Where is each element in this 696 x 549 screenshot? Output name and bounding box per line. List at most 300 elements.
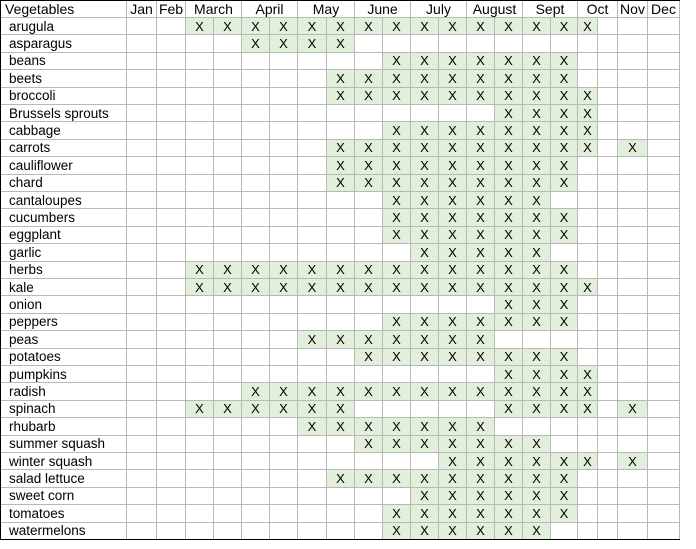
empty-cell bbox=[186, 436, 214, 453]
harvest-mark: X bbox=[383, 262, 411, 279]
harvest-mark: X bbox=[551, 175, 578, 192]
empty-cell bbox=[270, 349, 298, 366]
empty-cell bbox=[327, 53, 355, 70]
empty-cell bbox=[439, 105, 467, 122]
harvest-mark: X bbox=[495, 296, 523, 313]
empty-cell bbox=[327, 105, 355, 122]
empty-cell bbox=[298, 175, 327, 192]
vegetable-name: onion bbox=[0, 296, 127, 313]
empty-cell bbox=[186, 349, 214, 366]
empty-cell bbox=[186, 418, 214, 435]
empty-cell bbox=[578, 418, 598, 435]
empty-cell bbox=[578, 244, 598, 261]
empty-cell bbox=[270, 436, 298, 453]
harvest-mark: X bbox=[495, 88, 523, 105]
harvest-mark: X bbox=[411, 192, 439, 209]
empty-cell bbox=[383, 35, 411, 52]
harvest-mark: X bbox=[495, 470, 523, 487]
vegetable-name: rhubarb bbox=[0, 418, 127, 435]
empty-cell bbox=[242, 192, 270, 209]
harvest-mark: X bbox=[214, 262, 242, 279]
harvest-mark: X bbox=[439, 436, 467, 453]
empty-cell bbox=[127, 192, 157, 209]
empty-cell bbox=[411, 35, 439, 52]
empty-cell bbox=[214, 470, 242, 487]
empty-cell bbox=[598, 175, 618, 192]
vegetable-name: summer squash bbox=[0, 436, 127, 453]
harvest-mark: X bbox=[270, 35, 298, 52]
empty-cell bbox=[598, 418, 618, 435]
empty-cell bbox=[383, 296, 411, 313]
harvest-mark: X bbox=[411, 88, 439, 105]
harvest-mark: X bbox=[439, 505, 467, 522]
harvest-mark: X bbox=[523, 88, 551, 105]
empty-cell bbox=[270, 244, 298, 261]
harvest-mark: X bbox=[411, 383, 439, 400]
empty-cell bbox=[270, 523, 298, 540]
empty-cell bbox=[127, 35, 157, 52]
harvest-mark: X bbox=[495, 262, 523, 279]
empty-cell bbox=[327, 366, 355, 383]
harvest-mark: X bbox=[523, 53, 551, 70]
harvest-mark: X bbox=[383, 18, 411, 35]
harvest-mark: X bbox=[186, 401, 214, 418]
empty-cell bbox=[186, 383, 214, 400]
harvest-mark: X bbox=[383, 192, 411, 209]
empty-cell bbox=[598, 88, 618, 105]
empty-cell bbox=[270, 453, 298, 470]
harvest-mark: X bbox=[523, 192, 551, 209]
harvest-mark: X bbox=[383, 349, 411, 366]
harvest-mark: X bbox=[495, 279, 523, 296]
empty-cell bbox=[214, 488, 242, 505]
header-month-oct: Oct bbox=[578, 0, 618, 18]
harvest-mark: X bbox=[383, 436, 411, 453]
empty-cell bbox=[214, 296, 242, 313]
empty-cell bbox=[618, 53, 648, 70]
empty-cell bbox=[327, 436, 355, 453]
vegetable-name: chard bbox=[0, 175, 127, 192]
harvest-mark: X bbox=[214, 18, 242, 35]
empty-cell bbox=[495, 35, 523, 52]
empty-cell bbox=[355, 244, 383, 261]
empty-cell bbox=[214, 366, 242, 383]
empty-cell bbox=[214, 314, 242, 331]
empty-cell bbox=[186, 470, 214, 487]
empty-cell bbox=[127, 53, 157, 70]
vegetable-name: beans bbox=[0, 53, 127, 70]
vegetable-name: salad lettuce bbox=[0, 470, 127, 487]
empty-cell bbox=[648, 53, 680, 70]
empty-cell bbox=[214, 244, 242, 261]
empty-cell bbox=[618, 192, 648, 209]
harvest-mark: X bbox=[411, 18, 439, 35]
header-month-jan: Jan bbox=[127, 0, 157, 18]
vegetable-name: Brussels sprouts bbox=[0, 105, 127, 122]
harvest-mark: X bbox=[355, 383, 383, 400]
empty-cell bbox=[298, 122, 327, 139]
empty-cell bbox=[186, 366, 214, 383]
empty-cell bbox=[242, 122, 270, 139]
harvest-mark: X bbox=[327, 401, 355, 418]
harvest-mark: X bbox=[551, 70, 578, 87]
empty-cell bbox=[355, 192, 383, 209]
empty-cell bbox=[186, 53, 214, 70]
empty-cell bbox=[214, 418, 242, 435]
harvest-mark: X bbox=[467, 192, 495, 209]
empty-cell bbox=[157, 296, 186, 313]
harvest-mark: X bbox=[618, 453, 648, 470]
header-month-july: July bbox=[411, 0, 467, 18]
harvest-mark: X bbox=[495, 505, 523, 522]
harvest-mark: X bbox=[242, 262, 270, 279]
empty-cell bbox=[467, 366, 495, 383]
empty-cell bbox=[598, 331, 618, 348]
empty-cell bbox=[298, 157, 327, 174]
empty-cell bbox=[127, 227, 157, 244]
empty-cell bbox=[578, 175, 598, 192]
empty-cell bbox=[355, 453, 383, 470]
empty-cell bbox=[467, 296, 495, 313]
harvest-mark: X bbox=[411, 349, 439, 366]
empty-cell bbox=[648, 453, 680, 470]
harvest-mark: X bbox=[298, 18, 327, 35]
empty-cell bbox=[298, 488, 327, 505]
harvest-mark: X bbox=[411, 122, 439, 139]
empty-cell bbox=[648, 262, 680, 279]
empty-cell bbox=[355, 488, 383, 505]
empty-cell bbox=[270, 209, 298, 226]
harvest-mark: X bbox=[523, 175, 551, 192]
empty-cell bbox=[648, 244, 680, 261]
empty-cell bbox=[648, 470, 680, 487]
empty-cell bbox=[298, 140, 327, 157]
vegetable-name: cucumbers bbox=[0, 209, 127, 226]
empty-cell bbox=[578, 209, 598, 226]
empty-cell bbox=[270, 192, 298, 209]
harvest-mark: X bbox=[439, 349, 467, 366]
harvest-mark: X bbox=[383, 88, 411, 105]
empty-cell bbox=[157, 53, 186, 70]
empty-cell bbox=[551, 523, 578, 540]
harvest-mark: X bbox=[439, 227, 467, 244]
empty-cell bbox=[127, 88, 157, 105]
harvest-mark: X bbox=[467, 349, 495, 366]
harvest-mark: X bbox=[523, 488, 551, 505]
harvest-mark: X bbox=[298, 383, 327, 400]
harvest-mark: X bbox=[467, 418, 495, 435]
empty-cell bbox=[270, 122, 298, 139]
harvest-mark: X bbox=[270, 401, 298, 418]
harvest-mark: X bbox=[327, 331, 355, 348]
harvest-mark: X bbox=[383, 470, 411, 487]
empty-cell bbox=[598, 35, 618, 52]
empty-cell bbox=[648, 227, 680, 244]
harvest-mark: X bbox=[523, 453, 551, 470]
harvest-mark: X bbox=[495, 366, 523, 383]
empty-cell bbox=[298, 88, 327, 105]
empty-cell bbox=[618, 523, 648, 540]
empty-cell bbox=[214, 453, 242, 470]
harvest-mark: X bbox=[383, 227, 411, 244]
empty-cell bbox=[598, 349, 618, 366]
harvest-mark: X bbox=[467, 209, 495, 226]
empty-cell bbox=[214, 157, 242, 174]
empty-cell bbox=[327, 453, 355, 470]
empty-cell bbox=[598, 227, 618, 244]
empty-cell bbox=[242, 418, 270, 435]
harvest-mark: X bbox=[578, 88, 598, 105]
harvest-mark: X bbox=[523, 349, 551, 366]
empty-cell bbox=[157, 331, 186, 348]
empty-cell bbox=[298, 192, 327, 209]
harvest-mark: X bbox=[298, 331, 327, 348]
empty-cell bbox=[439, 296, 467, 313]
harvest-mark: X bbox=[523, 436, 551, 453]
harvest-mark: X bbox=[495, 209, 523, 226]
empty-cell bbox=[186, 453, 214, 470]
empty-cell bbox=[186, 35, 214, 52]
empty-cell bbox=[578, 296, 598, 313]
harvest-mark: X bbox=[411, 505, 439, 522]
empty-cell bbox=[127, 401, 157, 418]
vegetable-name: herbs bbox=[0, 262, 127, 279]
empty-cell bbox=[242, 105, 270, 122]
harvest-mark: X bbox=[467, 470, 495, 487]
empty-cell bbox=[523, 418, 551, 435]
empty-cell bbox=[214, 331, 242, 348]
empty-cell bbox=[618, 175, 648, 192]
empty-cell bbox=[298, 453, 327, 470]
empty-cell bbox=[270, 331, 298, 348]
empty-cell bbox=[186, 314, 214, 331]
empty-cell bbox=[214, 523, 242, 540]
empty-cell bbox=[186, 175, 214, 192]
harvest-mark: X bbox=[383, 122, 411, 139]
harvest-mark: X bbox=[551, 383, 578, 400]
harvest-mark: X bbox=[383, 209, 411, 226]
empty-cell bbox=[298, 53, 327, 70]
empty-cell bbox=[127, 279, 157, 296]
empty-cell bbox=[648, 88, 680, 105]
empty-cell bbox=[648, 175, 680, 192]
harvest-mark: X bbox=[411, 175, 439, 192]
empty-cell bbox=[186, 70, 214, 87]
empty-cell bbox=[355, 296, 383, 313]
empty-cell bbox=[578, 70, 598, 87]
empty-cell bbox=[127, 314, 157, 331]
empty-cell bbox=[157, 314, 186, 331]
empty-cell bbox=[618, 418, 648, 435]
harvest-mark: X bbox=[439, 279, 467, 296]
harvest-mark: X bbox=[495, 140, 523, 157]
empty-cell bbox=[242, 505, 270, 522]
empty-cell bbox=[157, 436, 186, 453]
empty-cell bbox=[270, 488, 298, 505]
empty-cell bbox=[495, 331, 523, 348]
empty-cell bbox=[127, 505, 157, 522]
empty-cell bbox=[355, 105, 383, 122]
empty-cell bbox=[355, 366, 383, 383]
empty-cell bbox=[157, 470, 186, 487]
empty-cell bbox=[327, 192, 355, 209]
vegetable-name: peas bbox=[0, 331, 127, 348]
empty-cell bbox=[648, 140, 680, 157]
vegetable-name: watermelons bbox=[0, 523, 127, 540]
empty-cell bbox=[411, 105, 439, 122]
harvest-mark: X bbox=[439, 383, 467, 400]
harvest-mark: X bbox=[578, 122, 598, 139]
harvest-mark: X bbox=[467, 279, 495, 296]
empty-cell bbox=[298, 523, 327, 540]
harvest-mark: X bbox=[578, 453, 598, 470]
empty-cell bbox=[186, 227, 214, 244]
empty-cell bbox=[270, 470, 298, 487]
empty-cell bbox=[355, 401, 383, 418]
harvest-mark: X bbox=[327, 140, 355, 157]
empty-cell bbox=[598, 279, 618, 296]
empty-cell bbox=[242, 470, 270, 487]
empty-cell bbox=[242, 227, 270, 244]
vegetable-name: beets bbox=[0, 70, 127, 87]
empty-cell bbox=[214, 175, 242, 192]
harvest-mark: X bbox=[551, 140, 578, 157]
vegetable-name: arugula bbox=[0, 18, 127, 35]
empty-cell bbox=[186, 209, 214, 226]
empty-cell bbox=[127, 175, 157, 192]
header-month-dec: Dec bbox=[648, 0, 680, 18]
empty-cell bbox=[327, 122, 355, 139]
harvest-mark: X bbox=[551, 18, 578, 35]
harvest-mark: X bbox=[467, 140, 495, 157]
harvest-mark: X bbox=[618, 140, 648, 157]
empty-cell bbox=[439, 366, 467, 383]
vegetable-name: spinach bbox=[0, 401, 127, 418]
harvest-mark: X bbox=[327, 175, 355, 192]
empty-cell bbox=[270, 70, 298, 87]
harvest-mark: X bbox=[551, 314, 578, 331]
empty-cell bbox=[298, 70, 327, 87]
empty-cell bbox=[157, 35, 186, 52]
empty-cell bbox=[157, 262, 186, 279]
empty-cell bbox=[355, 35, 383, 52]
harvest-mark: X bbox=[411, 140, 439, 157]
harvest-mark: X bbox=[298, 262, 327, 279]
empty-cell bbox=[648, 209, 680, 226]
empty-cell bbox=[551, 436, 578, 453]
empty-cell bbox=[327, 296, 355, 313]
empty-cell bbox=[383, 244, 411, 261]
harvest-mark: X bbox=[411, 244, 439, 261]
header-month-feb: Feb bbox=[157, 0, 186, 18]
empty-cell bbox=[355, 209, 383, 226]
empty-cell bbox=[618, 35, 648, 52]
empty-cell bbox=[186, 296, 214, 313]
empty-cell bbox=[242, 349, 270, 366]
harvest-mark: X bbox=[383, 140, 411, 157]
harvest-mark: X bbox=[383, 505, 411, 522]
empty-cell bbox=[157, 122, 186, 139]
empty-cell bbox=[551, 192, 578, 209]
empty-cell bbox=[578, 192, 598, 209]
header-month-march: March bbox=[186, 0, 242, 18]
empty-cell bbox=[186, 523, 214, 540]
harvest-mark: X bbox=[327, 383, 355, 400]
harvest-mark: X bbox=[439, 88, 467, 105]
empty-cell bbox=[186, 331, 214, 348]
empty-cell bbox=[298, 296, 327, 313]
empty-cell bbox=[214, 227, 242, 244]
vegetable-name: pumpkins bbox=[0, 366, 127, 383]
empty-cell bbox=[270, 296, 298, 313]
vegetable-name: cantaloupes bbox=[0, 192, 127, 209]
harvest-mark: X bbox=[551, 279, 578, 296]
harvest-mark: X bbox=[383, 418, 411, 435]
harvest-mark: X bbox=[383, 70, 411, 87]
harvest-mark: X bbox=[439, 488, 467, 505]
empty-cell bbox=[157, 209, 186, 226]
empty-cell bbox=[355, 314, 383, 331]
harvest-mark: X bbox=[495, 383, 523, 400]
harvest-mark: X bbox=[467, 244, 495, 261]
empty-cell bbox=[598, 436, 618, 453]
empty-cell bbox=[214, 122, 242, 139]
empty-cell bbox=[598, 453, 618, 470]
empty-cell bbox=[523, 331, 551, 348]
harvest-mark: X bbox=[411, 227, 439, 244]
empty-cell bbox=[157, 505, 186, 522]
harvest-mark: X bbox=[327, 418, 355, 435]
vegetable-name: peppers bbox=[0, 314, 127, 331]
harvest-mark: X bbox=[298, 418, 327, 435]
empty-cell bbox=[648, 523, 680, 540]
empty-cell bbox=[127, 262, 157, 279]
empty-cell bbox=[127, 436, 157, 453]
harvest-mark: X bbox=[186, 18, 214, 35]
empty-cell bbox=[327, 209, 355, 226]
harvest-mark: X bbox=[495, 488, 523, 505]
harvest-mark: X bbox=[411, 70, 439, 87]
empty-cell bbox=[298, 227, 327, 244]
harvest-mark: X bbox=[411, 157, 439, 174]
harvest-mark: X bbox=[467, 53, 495, 70]
empty-cell bbox=[618, 262, 648, 279]
harvest-mark: X bbox=[439, 418, 467, 435]
empty-cell bbox=[157, 244, 186, 261]
empty-cell bbox=[618, 505, 648, 522]
harvest-mark: X bbox=[523, 401, 551, 418]
harvest-mark: X bbox=[467, 227, 495, 244]
empty-cell bbox=[355, 523, 383, 540]
empty-cell bbox=[127, 209, 157, 226]
empty-cell bbox=[157, 349, 186, 366]
empty-cell bbox=[648, 349, 680, 366]
harvest-mark: X bbox=[327, 70, 355, 87]
empty-cell bbox=[127, 470, 157, 487]
empty-cell bbox=[157, 523, 186, 540]
harvest-mark: X bbox=[383, 279, 411, 296]
empty-cell bbox=[127, 331, 157, 348]
harvest-mark: X bbox=[523, 523, 551, 540]
header-vegetables: Vegetables bbox=[0, 0, 127, 18]
empty-cell bbox=[551, 331, 578, 348]
harvest-mark: X bbox=[467, 175, 495, 192]
harvest-mark: X bbox=[439, 53, 467, 70]
harvest-mark: X bbox=[439, 244, 467, 261]
empty-cell bbox=[242, 244, 270, 261]
empty-cell bbox=[157, 279, 186, 296]
empty-cell bbox=[157, 157, 186, 174]
